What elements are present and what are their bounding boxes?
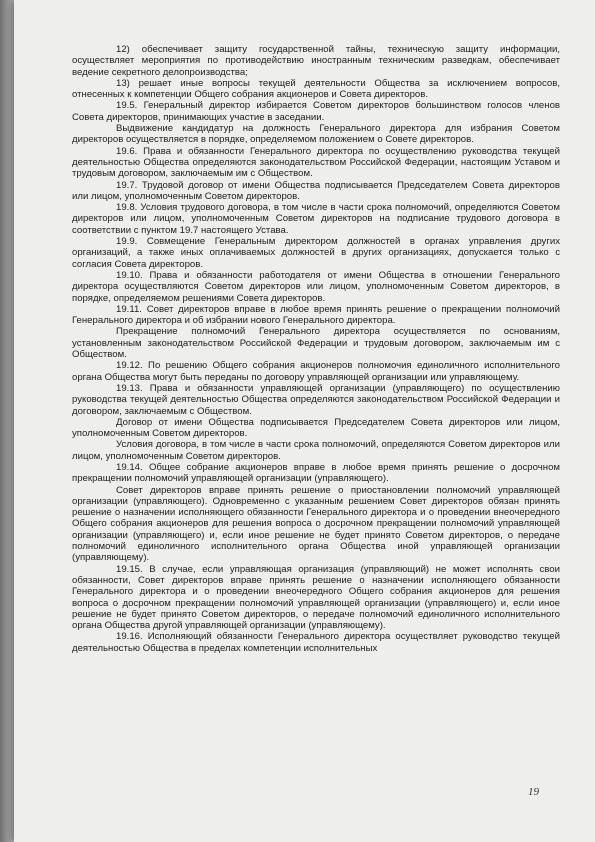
paragraph-contract-terms: Условия договора, в том числе в части срока полномочий, определяются Советом директоров или лицом, уполномоченным Советом директоров. [72,439,560,462]
paragraph-19-6: 19.6. Права и обязанности Генерального директора по осуществлению руководства текущей деятельностью Общества определяются законодательством Российской Федерации, настоящим Уставом и трудовым договором, заключаемым им с Обществом. [72,145,560,180]
paragraph-13: 13) решает иные вопросы текущей деятельности Общества за исключением вопросов, отнесенных к компетенции Общего собрания акционеров и Совета директоров. [72,77,560,101]
paragraph-suspension: Совет директоров вправе принять решение о приостановлении полномочий управляющей организации (управляющего). Одновременно с указанным решением Совет директоров обязан принять решение о назначении исполняющего обязанности Генерального директора и о проведении внеочередного Общего собрания акционеров для решения вопроса о досрочном прекращении полномочий управляющей организации (управляющего) и, если иное решение не будет принято Советом директоров, о передаче полномочий единоличного исполнительного органа Общества иной управляющей организации (управляющему). [72,484,560,564]
document-page [14,0,595,842]
paragraph-19-13: 19.13. Права и обязанности управляющей организации (управляющего) по осуществлению руководства текущей деятельностью Общества определяются законодательством Российской Федерации и договором, заключаемым с Обществом. [72,382,560,417]
paragraph-19-14: 19.14. Общее собрание акционеров вправе в любое время принять решение о досрочном прекращении полномочий управляющей организации (управляющего). [72,461,560,485]
page-number: 19 [528,786,539,798]
paragraph-12: 12) обеспечивает защиту государственной тайны, техническую защиту информации, осуществляет мероприятия по противодействию иностранным техническим разведкам, обеспечивает ведение секретного делопроизводства; [72,44,560,78]
paragraph-termination: Прекращение полномочий Генерального директора осуществляется по основаниям, установленным законодательством Российской Федерации и трудовым договором, заключаемым им с Обществом. [72,326,560,361]
document-body [72,44,560,654]
scan-binding-edge [0,0,14,842]
paragraph-19-8: 19.8. Условия трудового договора, в том числе в части срока полномочий, определяются Советом директоров или лицом, уполномоченным Советом директоров на подписание трудового договора в соответствии с пунктом 19.7 настоящего Устава. [72,202,560,236]
paragraph-19-15: 19.15. В случае, если управляющая организация (управляющий) не может исполнять свои обязанности, Совет директоров вправе принять решение о назначении исполняющего обязанности Генерального директора и о проведении внеочередного Общего собрания акционеров для решения вопроса о досрочном прекращении полномочий управляющей организации (управляющего) и, если иное решение не будет принято Советом директоров, о передаче полномочий единоличного исполнительного органа Общества другой управляющей организации (управляющему). [72,563,560,632]
paragraph-19-10: 19.10. Права и обязанности работодателя от имени Общества в отношении Генерального директора осуществляются Советом директоров или лицом, уполномоченным Советом директоров, в порядке, определяемом решениями Совета директоров. [72,269,560,304]
paragraph-19-9: 19.9. Совмещение Генеральным директором должностей в органах управления других организаций, а также иных оплачиваемых должностей в других организациях, допускается только с согласия Совета директоров. [72,236,560,270]
paragraph-19-5: 19.5. Генеральный директор избирается Советом директоров большинством голосов членов Совета директоров, принимающих участие в заседании. [72,100,560,123]
paragraph-19-16: 19.16. Исполняющий обязанности Генерального директора осуществляет руководство текущей деятельностью Общества в пределах компетенции исполнительных [72,631,560,654]
paragraph-nomination: Выдвижение кандидатур на должность Генерального директора для избрания Советом директоров осуществляется в порядке, определяемом положением о Совете директоров. [72,123,560,146]
paragraph-19-12: 19.12. По решению Общего собрания акционеров полномочия единоличного исполнительного органа Общества могут быть переданы по договору управляющей организации или управляющему. [72,360,560,383]
paragraph-contract-signing: Договор от имени Общества подписывается Председателем Совета директоров или лицом, уполномоченным Советом директоров. [72,416,560,440]
paragraph-19-7: 19.7. Трудовой договор от имени Общества подписывается Председателем Совета директоров или лицом, уполномоченным Советом директоров. [72,179,560,202]
paragraph-19-11: 19.11. Совет директоров вправе в любое время принять решение о прекращении полномочий Генерального директора и об избрании нового Генерального директора. [72,303,560,327]
